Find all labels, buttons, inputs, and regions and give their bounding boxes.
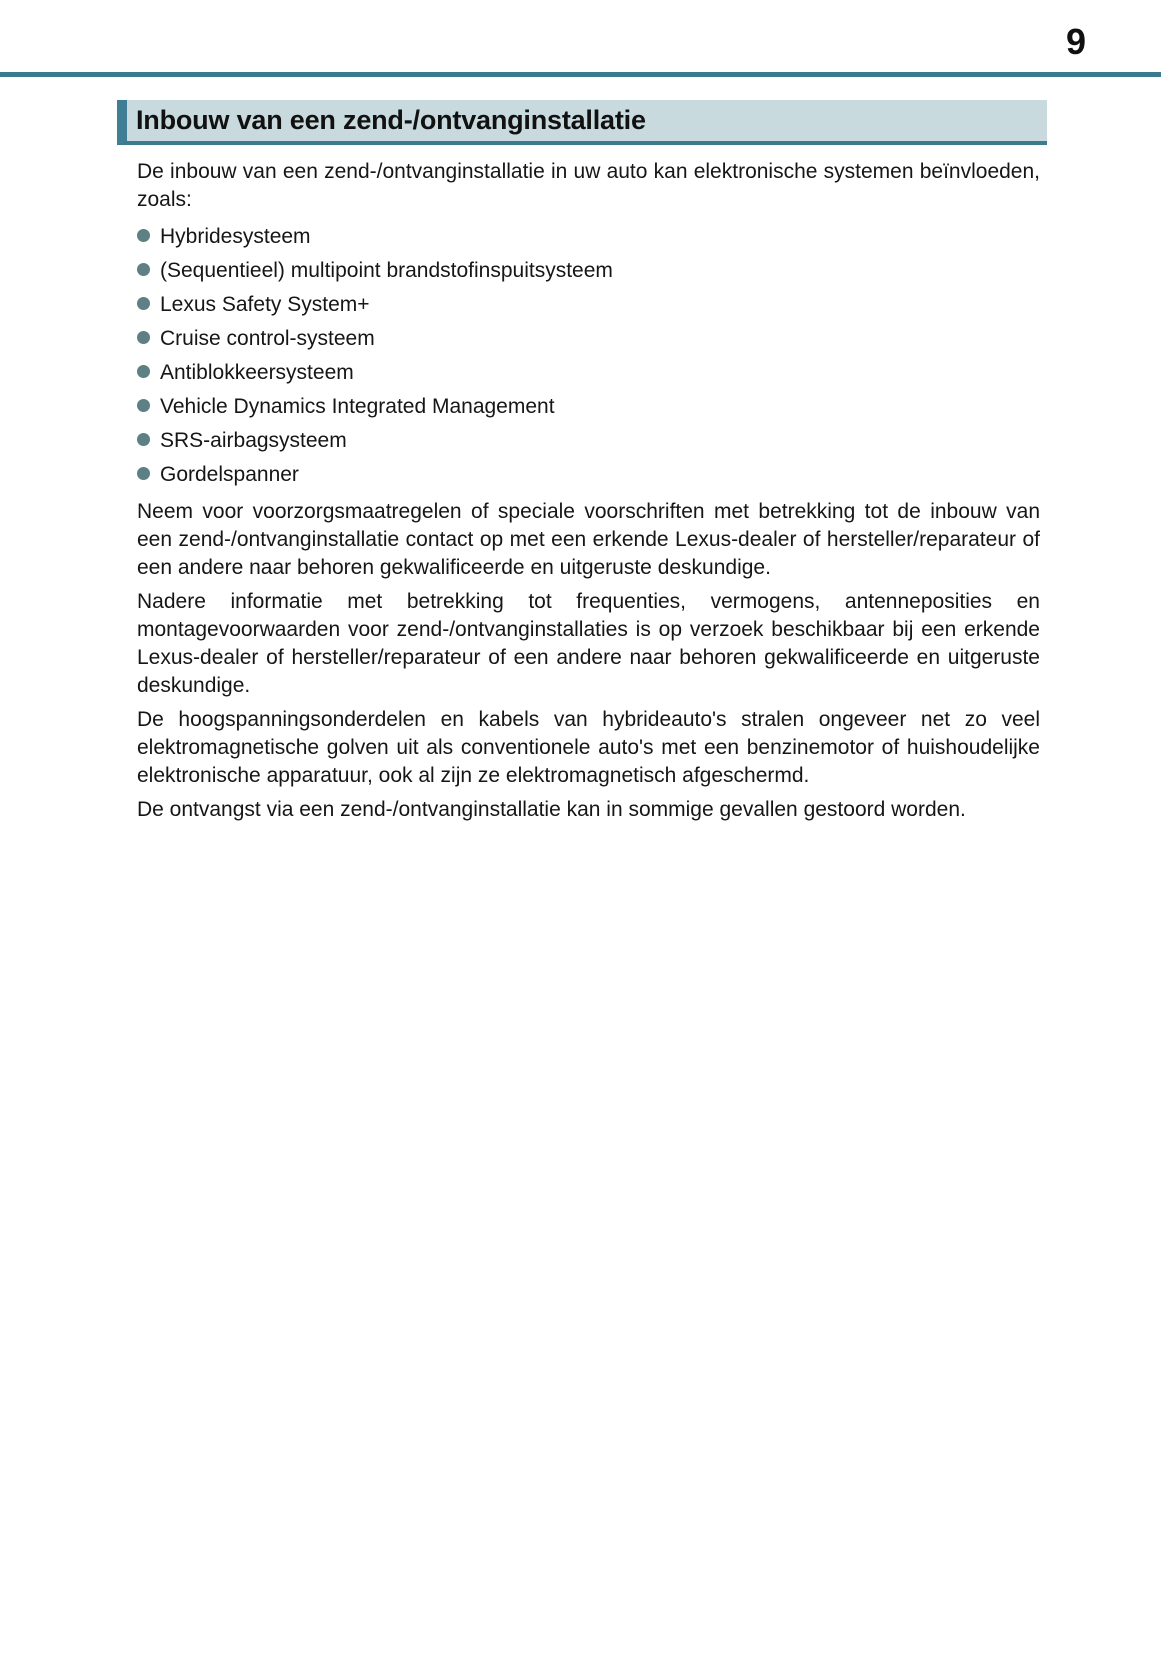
bullet-icon bbox=[137, 433, 150, 446]
list-item-label: Hybridesysteem bbox=[160, 225, 311, 248]
list-item bbox=[137, 390, 1040, 424]
bullet-icon bbox=[137, 263, 150, 276]
paragraph-precautions: Neem voor voorzorgsmaatregelen of speciale voorschriften met betrekking tot de inbouw van een zend-/ontvanginstallatie contact op met een erkende Lexus-dealer of hersteller/reparateur of een andere naar behoren gekwalificeerde en uitgeruste deskundige. bbox=[137, 500, 1040, 579]
list-item bbox=[137, 424, 1040, 458]
list-item bbox=[137, 220, 1040, 254]
list-item bbox=[137, 356, 1040, 390]
bullet-icon bbox=[137, 365, 150, 378]
bullet-icon bbox=[137, 331, 150, 344]
list-item bbox=[137, 288, 1040, 322]
section-title: Inbouw van een zend-/ontvanginstallatie bbox=[136, 105, 646, 135]
list-item bbox=[137, 254, 1040, 288]
content-area bbox=[137, 158, 1040, 830]
list-item-label: Cruise control-systeem bbox=[160, 327, 375, 350]
paragraph-high-voltage: De hoogspanningsonderdelen en kabels van hybrideauto's stralen ongeveer net zo veel elektromagnetische golven uit als conventionele auto's met een benzinemotor of huishoudelijke elektronische apparatuur, ook al zijn ze elektromagnetisch afgeschermd. bbox=[137, 708, 1040, 787]
list-item-label: Gordelspanner bbox=[160, 463, 299, 486]
list-item bbox=[137, 322, 1040, 356]
paragraph-reception: De ontvangst via een zend-/ontvanginstallatie kan in sommige gevallen gestoord worden. bbox=[137, 798, 966, 821]
section-header bbox=[117, 100, 1047, 145]
list-item-label: Antiblokkeersysteem bbox=[160, 361, 354, 384]
bullet-icon bbox=[137, 229, 150, 242]
header-divider-rule bbox=[0, 72, 1161, 77]
list-item-label: Lexus Safety System+ bbox=[160, 293, 370, 316]
list-item-label: SRS-airbagsysteem bbox=[160, 429, 347, 452]
systems-list bbox=[137, 220, 1040, 492]
list-item-label: Vehicle Dynamics Integrated Management bbox=[160, 395, 555, 418]
intro-paragraph: De inbouw van een zend-/ontvanginstallatie in uw auto kan elektronische systemen beïnvloeden, zoals: bbox=[137, 160, 1040, 211]
page-number: 9 bbox=[1065, 21, 1086, 62]
bullet-icon bbox=[137, 399, 150, 412]
bullet-icon bbox=[137, 467, 150, 480]
bullet-icon bbox=[137, 297, 150, 310]
list-item bbox=[137, 458, 1040, 492]
list-item-label: (Sequentieel) multipoint brandstofinspuitsysteem bbox=[160, 259, 613, 282]
paragraph-frequencies: Nadere informatie met betrekking tot frequenties, vermogens, antenneposities en montagevoorwaarden voor zend-/ontvanginstallaties is op verzoek beschikbaar bij een erkende Lexus-dealer of hersteller/reparateur of een andere naar behoren gekwalificeerde en uitgeruste deskundige. bbox=[137, 590, 1040, 697]
